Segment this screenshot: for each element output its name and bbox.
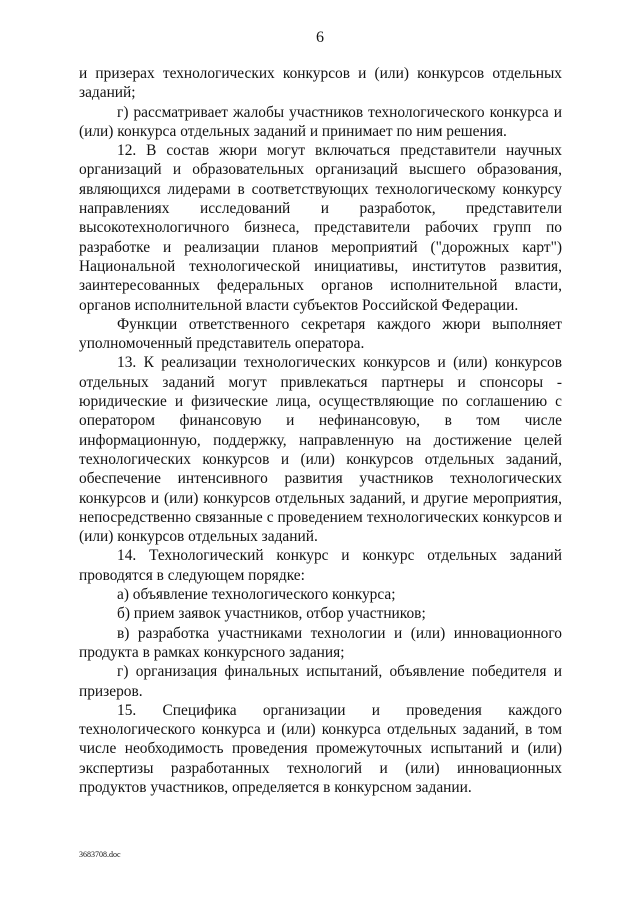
page-number: 6: [316, 29, 324, 46]
paragraph-item-g-complaints: г) рассматривает жалобы участников технологического конкурса и (или) конкурса отдельных заданий и принимает по ним решения.: [79, 103, 562, 140]
paragraph-12-jury-composition: 12. В состав жюри могут включаться представители научных организаций и образовательных организаций высшего образования, являющихся лидерами в соответствующих технологическому конкурсу направлениях исследований и разработок, представители высокотехнологичного бизнеса, представители рабочих групп по разработке и реализации планов мероприятий ("дорожных карт") Национальной технологической инициативы, институтов развития, заинтересованных федеральных органов исполнительной власти, органов исполнительной власти субъектов Российской Федерации.: [79, 142, 562, 314]
paragraph-15-specifics: 15. Специфика организации и проведения каждого технологического конкурса и (или) конкурса отдельных заданий, в том числе необходимость проведения промежуточных испытаний и (или) экспертизы разработанных технологий и (или) инновационных продуктов участников, определяется в конкурсном задании.: [79, 701, 562, 796]
paragraph-jury-secretary: Функции ответственного секретаря каждого жюри выполняет уполномоченный представитель оператора.: [79, 315, 562, 353]
paragraph-13-partners-sponsors: 13. К реализации технологических конкурсов и (или) конкурсов отдельных заданий могут привлекаться партнеры и спонсоры - юридические и физические лица, осуществляющие по соглашению с оператором финансовую и нефинансовую, в том числе информационную, поддержку, направленную на достижение целей технологических конкурсов и (или) конкурсов отдельных заданий, обеспечение интенсивного развития участников технологических конкурсов и (или) конкурсов отдельных заданий, и другие мероприятия, непосредственно связанные с проведением технологических конкурсов и (или) конкурсов отдельных заданий.: [79, 354, 562, 546]
list-item-a: а) объявление технологического конкурса;: [117, 586, 396, 604]
list-item-v: в) разработка участниками технологии и (или) инновационного продукта в рамках конкурсного задания;: [79, 624, 562, 661]
list-item-b: б) прием заявок участников, отбор участников;: [117, 605, 426, 623]
footer-document-code: 3683708.doc: [79, 850, 121, 859]
paragraph-14-procedure: 14. Технологический конкурс и конкурс отдельных заданий проводятся в следующем порядке:: [79, 547, 562, 584]
list-item-g: г) организация финальных испытаний, объявление победителя и призеров.: [79, 663, 562, 700]
document-body: [79, 64, 562, 797]
paragraph-continuation: и призерах технологических конкурсов и (или) конкурсов отдельных заданий;: [79, 65, 562, 102]
